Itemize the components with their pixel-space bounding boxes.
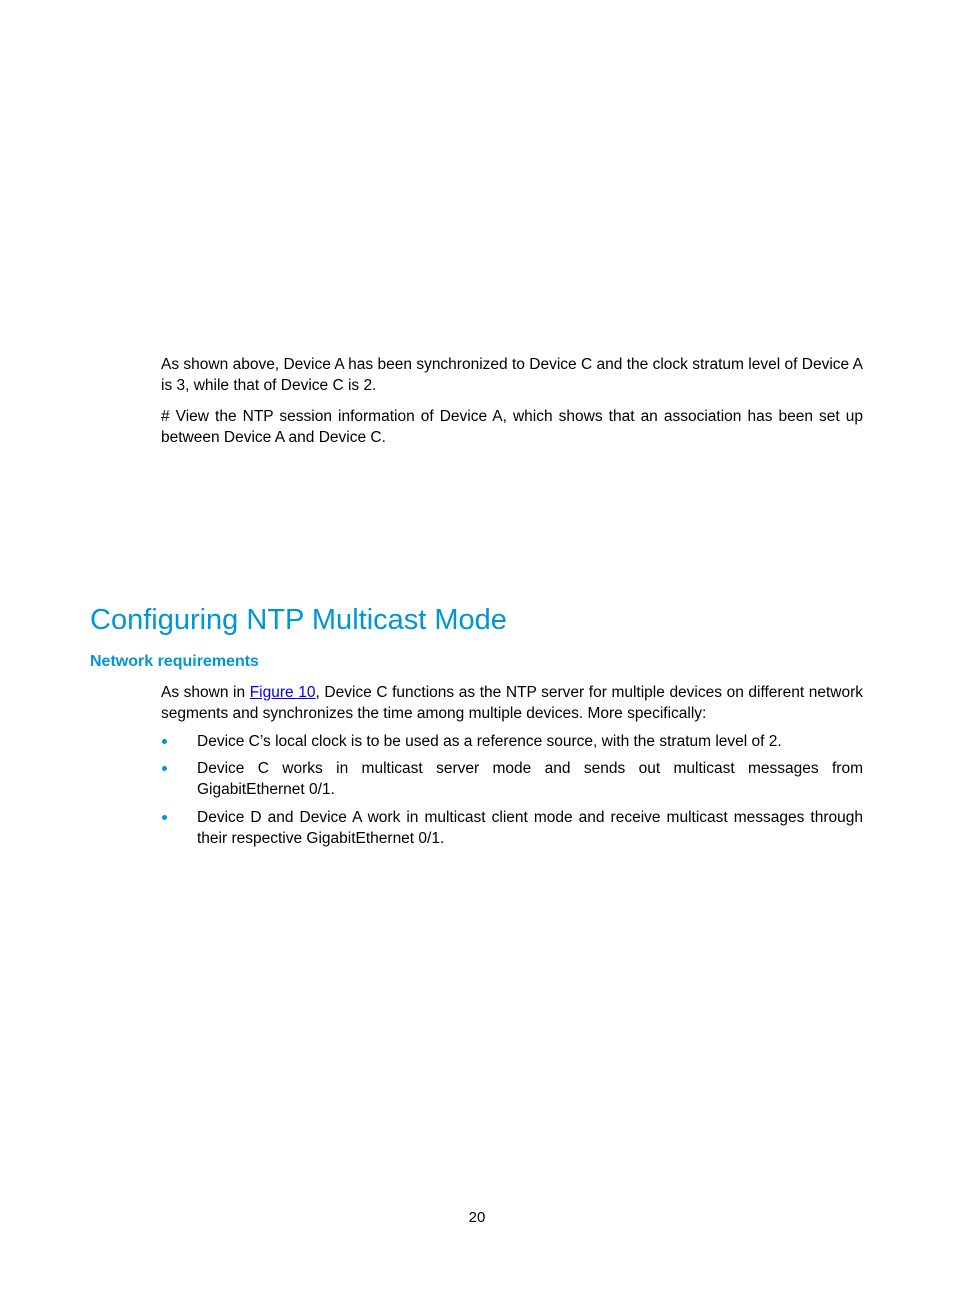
list-item-text: Device D and Device A work in multicast client mode and receive multicast messages through their respective GigabitEthernet 0/1. bbox=[197, 809, 863, 847]
list-item-text: Device C’s local clock is to be used as a reference source, with the stratum level of 2. bbox=[197, 733, 782, 750]
section-subtitle: Network requirements bbox=[90, 653, 259, 670]
body-paragraph-synchronization-result: As shown above, Device A has been synchronized to Device C and the clock stratum level of Device A is 3, while that of Device C is 2. bbox=[161, 356, 863, 394]
list-item-text: Device C works in multicast server mode and sends out multicast messages from GigabitEthernet 0/1. bbox=[197, 760, 863, 798]
body-paragraph-session-info: # View the NTP session information of Device A, which shows that an association has been set up between Device A and Device C. bbox=[161, 408, 863, 446]
intro-text-end: , Device C functions as the NTP server for multiple devices on different network segments and synchronizes the time among multiple devices. More specifically: bbox=[161, 684, 863, 722]
figure-link[interactable]: Figure 10 bbox=[249, 684, 316, 701]
page-number: 20 bbox=[468, 1209, 486, 1226]
section-title: Configuring NTP Multicast Mode bbox=[90, 604, 507, 636]
intro-text-start: As shown in bbox=[161, 684, 250, 701]
bullet-icon bbox=[162, 739, 167, 744]
bullet-icon bbox=[162, 815, 167, 820]
bullet-icon bbox=[162, 766, 167, 771]
network-requirements-intro bbox=[161, 682, 863, 724]
